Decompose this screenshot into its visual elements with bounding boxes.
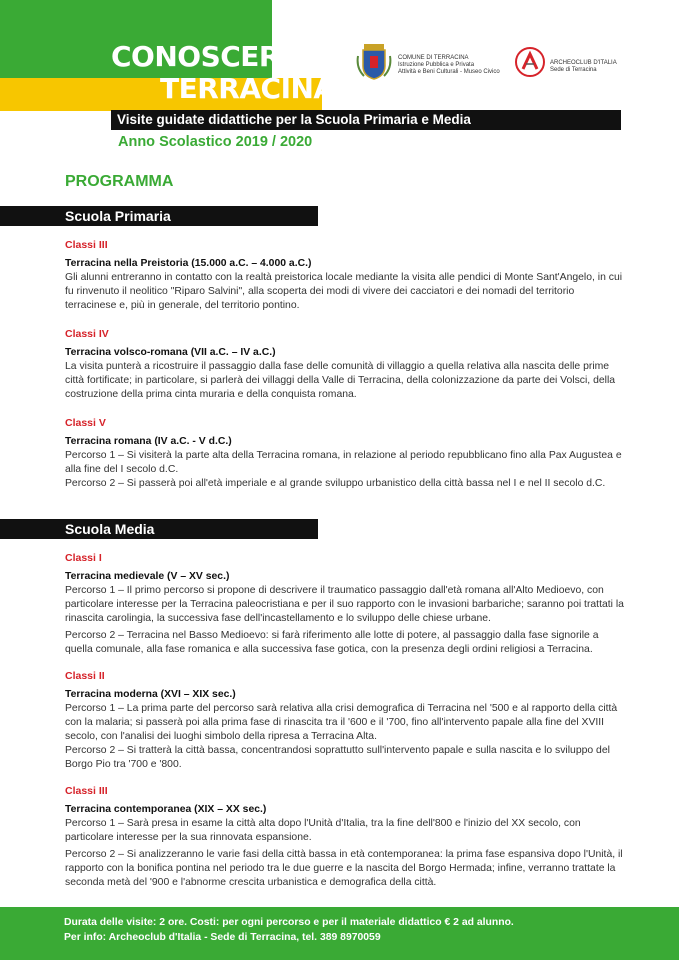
class-label: Classi III xyxy=(65,785,108,797)
class-topic: Terracina medievale (V – XV sec.) xyxy=(65,571,230,582)
primaria-content xyxy=(65,238,627,491)
class-topic: Terracina romana (IV a.C. - V d.C.) xyxy=(65,436,232,447)
media-class-3 xyxy=(65,784,627,890)
comune-crest-icon xyxy=(356,42,392,80)
title-line2: TERRACINA xyxy=(160,72,335,105)
class-label: Classi III xyxy=(65,239,108,251)
media-content xyxy=(65,551,627,890)
class-paragraph: Percorso 1 – Sarà presa in esame la città alta dopo l'Unità d'Italia, tra la fine dell'800 e l'inizio del XX secolo, con particolare interesse per la sua rinnovata espansione. xyxy=(65,818,581,843)
class-topic: Terracina contemporanea (XIX – XX sec.) xyxy=(65,804,267,815)
class-label: Classi I xyxy=(65,552,102,564)
archeoclub-logo-text: ARCHEOCLUB D'ITALIA Sede di Terracina xyxy=(550,60,617,73)
media-class-1 xyxy=(65,551,627,657)
title-line1: CONOSCERE xyxy=(111,40,299,73)
section-media-heading: Scuola Media xyxy=(0,519,318,539)
primaria-class-5 xyxy=(65,416,627,491)
class-topic: Terracina volsco-romana (VII a.C. – IV a.C.) xyxy=(65,347,276,358)
class-label: Classi V xyxy=(65,417,106,429)
footer-contact: Per info: Archeoclub d'Italia - Sede di Terracina, tel. 389 8970059 xyxy=(64,932,381,943)
class-paragraph: La visita punterà a ricostruire il passaggio dalla fase delle comunità di villaggio a quella relativa alla nascita delle prime città fortificate; in particolare, si parlerà dei villaggi della Valle di Terracina, della colonizzazione da parte dei Volsci, della costruzione della prima cinta muraria e della conquista romana. xyxy=(65,361,616,400)
class-paragraph: Gli alunni entreranno in contatto con la realtà preistorica locale mediante la visita alle pendici di Monte Sant'Angelo, in cui fu rinvenuto il neolitico "Riparo Salvini", alla scoperta dei modi di vivere dei cacciatori e dei nomadi del territorio terracinese e, più in generale, del territorio pontino. xyxy=(65,272,623,311)
section-primaria-heading: Scuola Primaria xyxy=(0,206,318,226)
subtitle-bar: Visite guidate didattiche per la Scuola Primaria e Media xyxy=(111,110,621,130)
class-paragraph: Percorso 2 – Si tratterà la città bassa, concentrandosi soprattutto sull'intervento papale e sulla nascita e lo sviluppo del Borgo Pio tra '700 e '800. xyxy=(65,745,610,770)
class-paragraph: Percorso 2 – Si passerà poi all'età imperiale e al grande sviluppo urbanistico della città bassa nel I e nel II secolo d.C. xyxy=(65,478,606,489)
media-class-2 xyxy=(65,669,627,772)
comune-logo-text: COMUNE DI TERRACINA Istruzione Pubblica e Privata Attività e Beni Culturali - Museo Civico xyxy=(398,55,500,75)
primaria-class-4 xyxy=(65,327,627,402)
primaria-class-3 xyxy=(65,238,627,313)
class-paragraph: Percorso 1 – La prima parte del percorso sarà relativa alla crisi demografica di Terracina nel '500 e al rapporto della città con la malaria; si passerà poi alla prima fase di rinascita tra il '600 e il '700, fino all'intervento papale alla fine del XVIII secolo, con l'analisi dei luoghi simbolo della ripresa a Terracina Alta. xyxy=(65,703,618,742)
class-topic: Terracina nella Preistoria (15.000 a.C. – 4.000 a.C.) xyxy=(65,258,312,269)
class-label: Classi II xyxy=(65,670,105,682)
programma-heading: PROGRAMMA xyxy=(65,173,174,190)
class-paragraph: Percorso 2 – Terracina nel Basso Medioevo: si farà riferimento alle lotte di potere, al passaggio dalla fase signorile a quella comunale, alla fase romanica e alla successiva fase gotica, con la presenza degli ordini religiosi a Terracina. xyxy=(65,630,599,655)
school-year: Anno Scolastico 2019 / 2020 xyxy=(118,134,313,150)
footer-duration-costs: Durata delle visite: 2 ore. Costi: per ogni percorso e per il materiale didattico € 2 ad alunno. xyxy=(64,917,514,928)
class-label: Classi IV xyxy=(65,328,109,340)
class-paragraph: Percorso 1 – Il primo percorso si propone di descrivere il traumatico passaggio dall'età romana all'Alto Medioevo, con particolare interesse per la Terracina paleocristiana e per il suo rapporto con le invasioni barbariche; saranno poi trattati la rinascita carolingia, la successiva fase dell'incastellamento e lo sviluppo delle chiese urbane. xyxy=(65,585,624,624)
class-paragraph: Percorso 2 – Si analizzeranno le varie fasi della città bassa in età contemporanea: la prima fase espansiva dopo l'Unità, il rapporto con la bonifica pontina nel periodo tra le due guerre e la nascita del Borgo Hermada; infine, verranno trattate la seconda metà del '900 e l'abnorme crescita urbanistica e demografica della città. xyxy=(65,849,623,888)
archeoclub-logo-icon xyxy=(514,46,546,78)
footer-info xyxy=(0,907,679,960)
class-paragraph: Percorso 1 – Si visiterà la parte alta della Terracina romana, in relazione al periodo repubblicano fino alla Pax Augustea e alla fine del I secolo d.C. xyxy=(65,450,622,475)
class-topic: Terracina moderna (XVI – XIX sec.) xyxy=(65,689,236,700)
